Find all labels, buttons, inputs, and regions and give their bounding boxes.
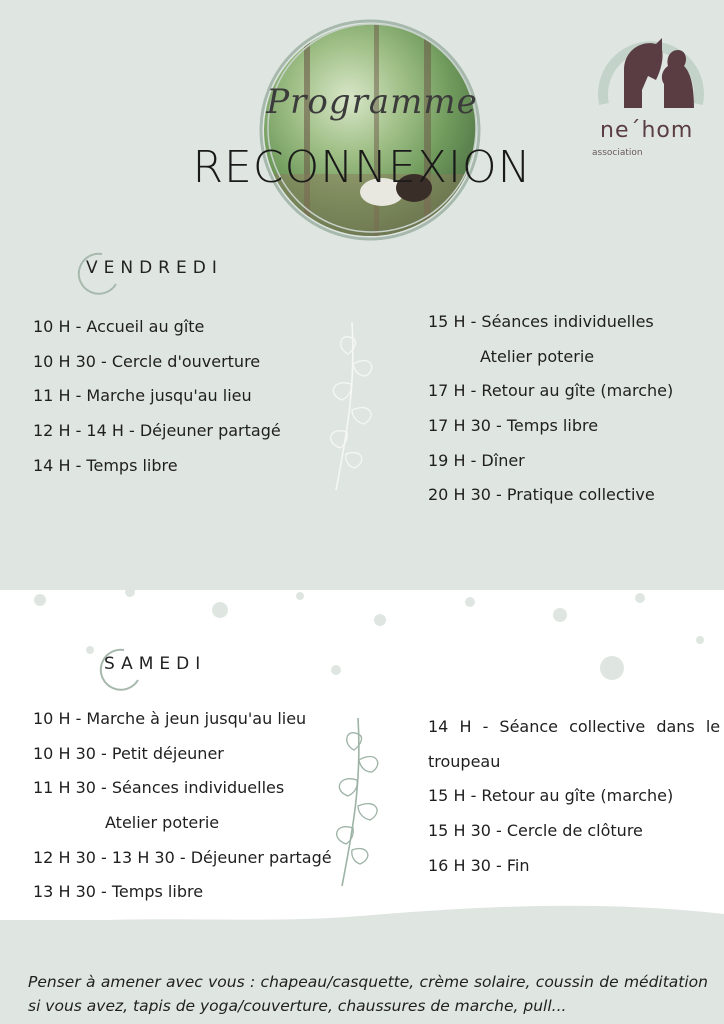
schedule-item: 14 H - Séance collective dans le: [428, 717, 721, 736]
program-subtitle: Programme: [266, 82, 478, 122]
schedule-item: 12 H - 14 H - Déjeuner partagé: [33, 421, 281, 441]
schedule-item: Atelier poterie: [105, 813, 220, 833]
day-heading-vendredi: VENDREDI: [86, 258, 223, 278]
vendredi-left-schedule: [33, 310, 281, 483]
schedule-item: 15 H - Séances individuelles: [428, 312, 654, 331]
schedule-item: 10 H - Accueil au gîte: [33, 317, 205, 336]
schedule-item: 11 H 30 - Séances individuelles: [33, 778, 285, 798]
schedule-item: 17 H 30 - Temps libre: [428, 416, 599, 436]
logo-subtitle: association: [592, 148, 643, 158]
schedule-item: 13 H 30 - Temps libre: [33, 882, 204, 902]
logo-name: ne´hom: [600, 118, 694, 143]
schedule-item: Atelier poterie: [480, 346, 595, 366]
day-heading-samedi: SAMEDI: [104, 654, 207, 674]
schedule-item: 10 H 30 - Petit déjeuner: [33, 743, 224, 763]
program-title: RECONNEXION: [192, 142, 532, 193]
schedule-item: 17 H - Retour au gîte (marche): [428, 381, 674, 401]
schedule-item: 14 H - Temps libre: [33, 455, 178, 475]
packing-note: Penser à amener avec vous : chapeau/casquette, crème solaire, coussin de méditation si vous avez, tapis de yoga/couverture, chaussures de marche, pull...: [28, 973, 708, 1015]
header-photo: [258, 18, 482, 242]
schedule-item: 16 H 30 - Fin: [428, 855, 530, 875]
leaf-branch-icon: [322, 714, 402, 889]
schedule-item: 15 H 30 - Cercle de clôture: [428, 821, 643, 841]
vendredi-right-schedule: [428, 305, 673, 513]
schedule-item: 15 H - Retour au gîte (marche): [428, 786, 674, 806]
schedule-item: 10 H - Marche à jeun jusqu'au lieu: [33, 709, 307, 728]
leaf-branch-icon: [316, 318, 396, 493]
schedule-item: 19 H - Dîner: [428, 450, 525, 470]
samedi-right-schedule: [428, 710, 720, 883]
schedule-item: 20 H 30 - Pratique collective: [428, 485, 655, 505]
samedi-left-schedule: [33, 702, 332, 910]
schedule-item: troupeau: [428, 751, 501, 771]
schedule-item: 12 H 30 - 13 H 30 - Déjeuner partagé: [33, 847, 332, 867]
schedule-item: 10 H 30 - Cercle d'ouverture: [33, 351, 261, 371]
schedule-item: 11 H - Marche jusqu'au lieu: [33, 386, 252, 406]
